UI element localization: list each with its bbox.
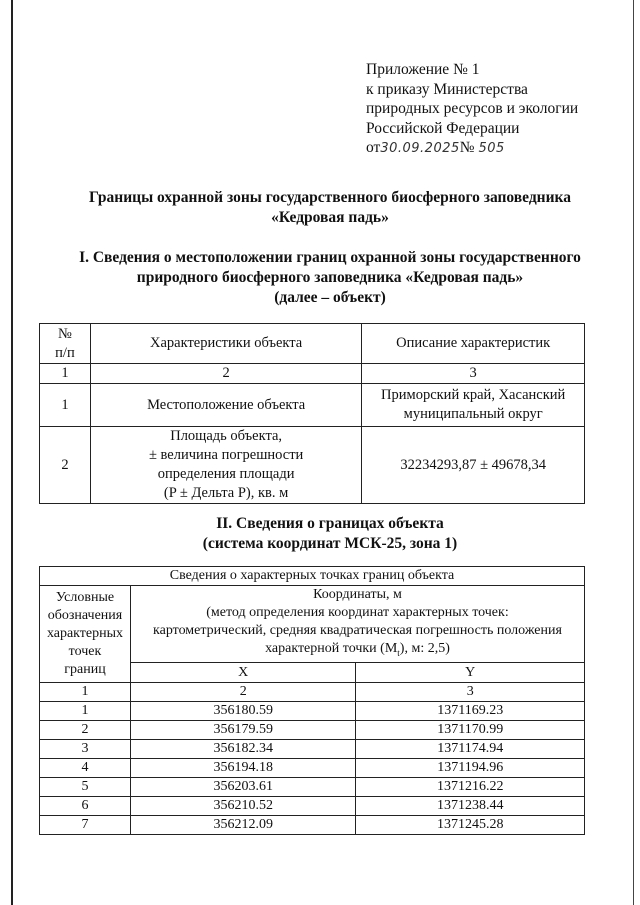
points-header-cell: Условные обозначения характерных точек границ [40, 586, 131, 683]
date-prefix: от [366, 139, 381, 156]
table-header-row [40, 324, 585, 364]
table-row [40, 740, 585, 759]
x-cell: 356210.52 [130, 797, 356, 816]
appendix-line: Приложение № 1 [366, 61, 480, 78]
title-line: Границы охранной зоны государственного биосферного заповедника [89, 189, 571, 206]
characteristic-cell: Местоположение объекта [90, 384, 361, 427]
heading-line: I. Сведения о местоположении границ охранной зоны государственного [79, 249, 581, 266]
y-cell: 1371174.94 [356, 740, 585, 759]
description-cell: 32234293,87 ± 49678,34 [362, 427, 585, 504]
appendix-line: Российской Федерации [366, 119, 520, 137]
index-cell: 1 [40, 364, 91, 384]
page-border-left [11, 0, 13, 905]
heading-line: природного биосферного заповедника «Кедровая падь» [136, 269, 524, 286]
heading-line: (система координат МСК-25, зона 1) [202, 535, 458, 552]
x-header: X [130, 663, 356, 683]
object-characteristics-table [39, 323, 585, 504]
index-cell: 3 [356, 683, 585, 702]
x-cell: 356180.59 [130, 702, 356, 721]
table-row [40, 778, 585, 797]
y-cell: 1371245.28 [356, 816, 585, 835]
table-row [40, 384, 585, 427]
index-cell: 1 [40, 683, 131, 702]
x-cell: 356182.34 [130, 740, 356, 759]
heading-line: (далее – объект) [274, 289, 386, 306]
document-title [40, 188, 620, 228]
point-cell: 6 [40, 797, 131, 816]
x-cell: 356212.09 [130, 816, 356, 835]
row-number: 1 [40, 384, 91, 427]
heading-line: II. Сведения о границах объекта [216, 515, 444, 532]
number-prefix: № [459, 139, 475, 156]
point-cell: 4 [40, 759, 131, 778]
point-cell: 1 [40, 702, 131, 721]
table-row [40, 427, 585, 504]
description-cell: Приморский край, Хасанский муниципальный округ [362, 384, 585, 427]
y-cell: 1371169.23 [356, 702, 585, 721]
table-row [40, 702, 585, 721]
page-border-right [633, 0, 634, 905]
table-row [40, 721, 585, 740]
index-row [40, 683, 585, 702]
coordinates-header-cell: Координаты, м (метод определения координат характерных точек: картометрический, средняя квадратическая погрешность положения характерной точки $(M_t)$, м: 2,5) [130, 586, 584, 663]
table-row [40, 797, 585, 816]
index-cell: 2 [130, 683, 356, 702]
y-cell: 1371170.99 [356, 721, 585, 740]
appendix-date-line [366, 138, 578, 159]
handwritten-number: 505 [478, 141, 505, 156]
title-line: «Кедровая падь» [271, 209, 389, 226]
table-row [40, 759, 585, 778]
point-cell: 3 [40, 740, 131, 759]
appendix-line: природных ресурсов и экологии [366, 100, 579, 117]
point-cell: 7 [40, 816, 131, 835]
x-cell: 356194.18 [130, 759, 356, 778]
table-header-row [40, 586, 585, 663]
point-cell: 5 [40, 778, 131, 797]
characteristic-cell: Площадь объекта, ± величина погрешности определения площади (P ± Дельта P), кв. м [90, 427, 361, 504]
header-cell: Описание характеристик [362, 324, 585, 364]
section1-heading [40, 248, 620, 308]
y-cell: 1371216.22 [356, 778, 585, 797]
row-number: 2 [40, 427, 91, 504]
point-cell: 2 [40, 721, 131, 740]
index-cell: 2 [90, 364, 361, 384]
handwritten-date: 30.09.2025 [380, 141, 460, 156]
caption-row [40, 567, 585, 586]
x-cell: 356203.61 [130, 778, 356, 797]
y-cell: 1371238.44 [356, 797, 585, 816]
index-cell: 3 [362, 364, 585, 384]
x-cell: 356179.59 [130, 721, 356, 740]
table-row [40, 816, 585, 835]
table-caption: Сведения о характерных точках границ объекта [40, 567, 585, 586]
y-header: Y [356, 663, 585, 683]
header-cell: Характеристики объекта [90, 324, 361, 364]
boundary-points-table [39, 566, 585, 835]
appendix-line: к приказу Министерства [366, 80, 528, 98]
appendix-block [366, 60, 578, 159]
index-row [40, 364, 585, 384]
header-cell: № п/п [40, 324, 91, 364]
y-cell: 1371194.96 [356, 759, 585, 778]
section2-heading [40, 514, 620, 554]
